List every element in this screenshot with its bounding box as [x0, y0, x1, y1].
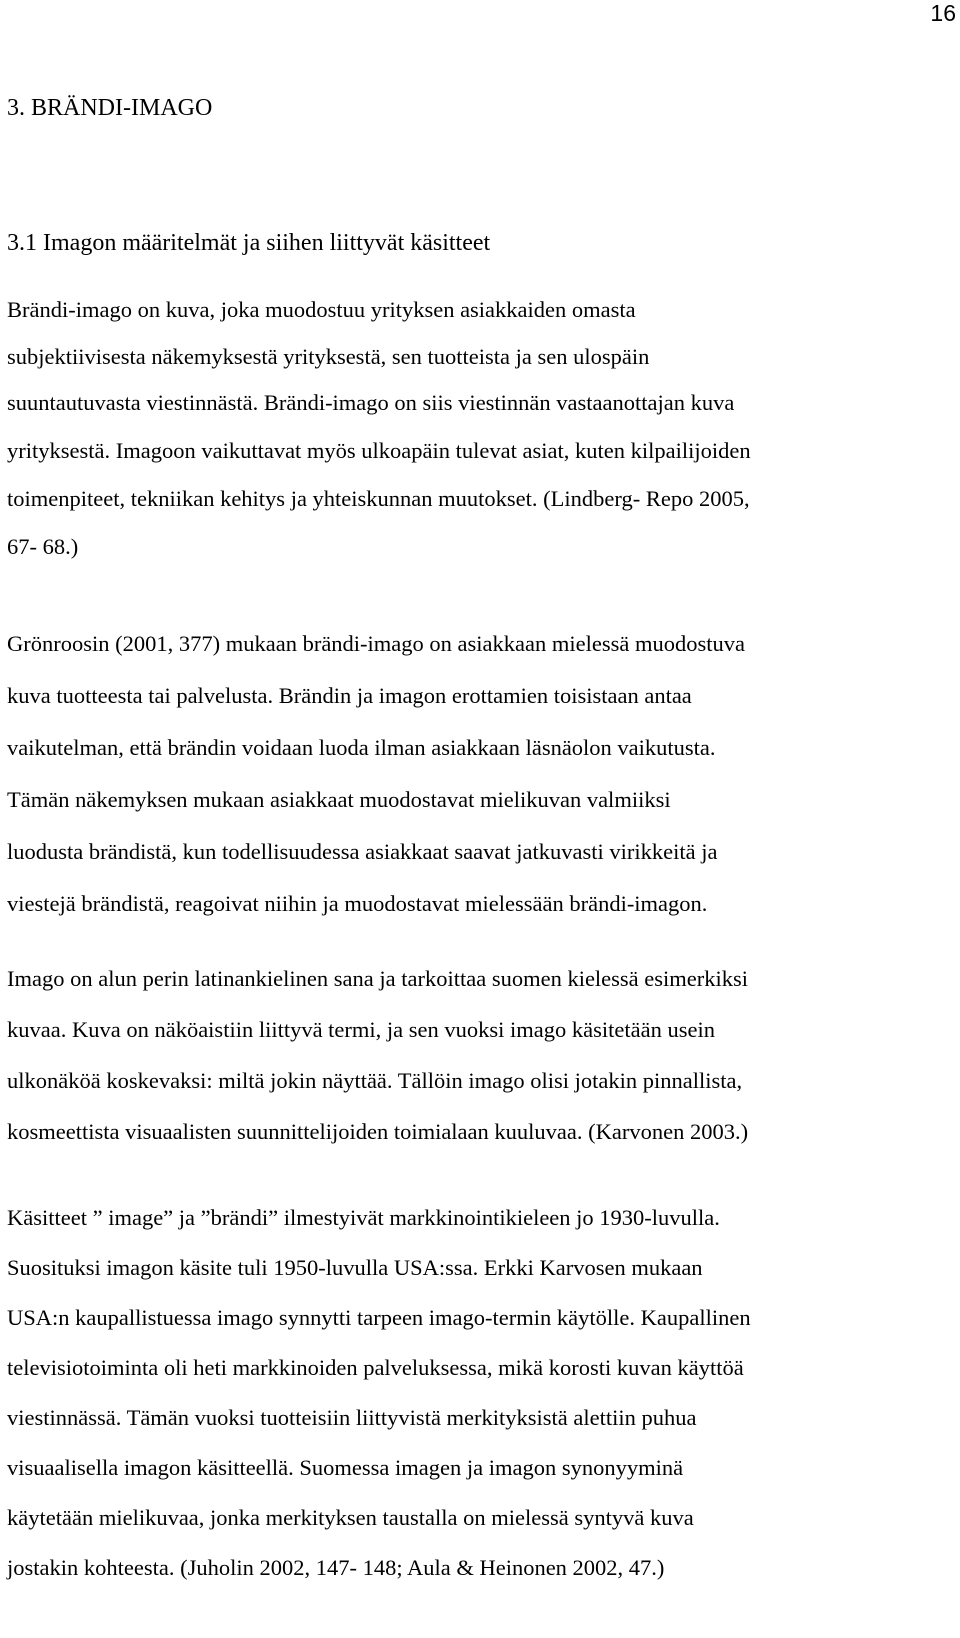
section-heading: 3.1 Imagon määritelmät ja siihen liittyvät käsitteet: [7, 230, 491, 256]
paragraph-line: kosmeettista visuaalisten suunnittelijoiden toimialaan kuuluvaa. (Karvonen 2003.): [7, 1119, 749, 1144]
paragraph-line: jostakin kohteesta. (Juholin 2002, 147- 148; Aula & Heinonen 2002, 47.): [7, 1555, 665, 1580]
paragraph-line: viestinnässä. Tämän vuoksi tuotteisiin liittyvistä merkityksistä alettiin puhua: [7, 1405, 697, 1430]
paragraph-imago-origin: [7, 953, 957, 1157]
paragraph-line: kuvaa. Kuva on näköaistiin liittyvä termi, ja sen vuoksi imago käsitetään usein: [7, 1017, 715, 1042]
paragraph-line: luodusta brändistä, kun todellisuudessa asiakkaat saavat jatkuvasti virikkeitä ja: [7, 839, 718, 864]
paragraph-line: 67- 68.): [7, 534, 79, 559]
paragraph-line: Tämän näkemyksen mukaan asiakkaat muodostavat mielikuvan valmiiksi: [7, 787, 671, 812]
paragraph-line: Imago on alun perin latinankielinen sana ja tarkoittaa suomen kielessä esimerkiksi: [7, 966, 749, 991]
page-number: 16: [930, 0, 956, 26]
paragraph-line: televisiotoiminta oli heti markkinoiden palveluksessa, mikä korosti kuvan käyttöä: [7, 1355, 744, 1380]
paragraph-line: suuntautuvasta viestinnästä. Brändi-imago on siis viestinnän vastaanottajan kuva: [7, 390, 735, 415]
paragraph-line: vaikutelman, että brändin voidaan luoda ilman asiakkaan läsnäolon vaikutusta.: [7, 735, 716, 760]
paragraph-line: yrityksestä. Imagoon vaikuttavat myös ulkoapäin tulevat asiat, kuten kilpailijoiden: [7, 438, 751, 463]
paragraph-line: subjektiivisesta näkemyksestä yrityksestä, sen tuotteista ja sen ulospäin: [7, 344, 650, 369]
paragraph-line: viestejä brändistä, reagoivat niihin ja muodostavat mielessään brändi-imagon.: [7, 891, 708, 916]
paragraph-line: Grönroosin (2001, 377) mukaan brändi-imago on asiakkaan mielessä muodostuva: [7, 631, 745, 656]
paragraph-line: Brändi-imago on kuva, joka muodostuu yrityksen asiakkaiden omasta: [7, 297, 636, 322]
paragraph-line: ulkonäköä koskevaksi: miltä jokin näyttää. Tällöin imago olisi jotakin pinnallista,: [7, 1068, 743, 1093]
chapter-heading: 3. BRÄNDI-IMAGO: [7, 95, 213, 121]
paragraph-line: Suosituksi imagon käsite tuli 1950-luvulla USA:ssa. Erkki Karvosen mukaan: [7, 1255, 703, 1280]
paragraph-line: toimenpiteet, tekniikan kehitys ja yhteiskunnan muutokset. (Lindberg- Repo 2005,: [7, 486, 750, 511]
paragraph-line: käytetään mielikuvaa, jonka merkityksen taustalla on mielessä syntyvä kuva: [7, 1505, 694, 1530]
paragraph-line: visuaalisella imagon käsitteellä. Suomessa imagen ja imagon synonyyminä: [7, 1455, 684, 1480]
paragraph-gronroos: [7, 618, 957, 930]
paragraph-line: USA:n kaupallistuessa imago synnytti tarpeen imago-termin käytölle. Kaupallinen: [7, 1305, 751, 1330]
paragraph-line: Käsitteet ” image” ja ”brändi” ilmestyivät markkinointikieleen jo 1930-luvulla.: [7, 1205, 720, 1230]
paragraph-concept-history: [7, 1193, 957, 1593]
paragraph-brand-image-definition: [7, 286, 957, 571]
paragraph-line: kuva tuotteesta tai palvelusta. Brändin ja imagon erottamien toisistaan antaa: [7, 683, 692, 708]
